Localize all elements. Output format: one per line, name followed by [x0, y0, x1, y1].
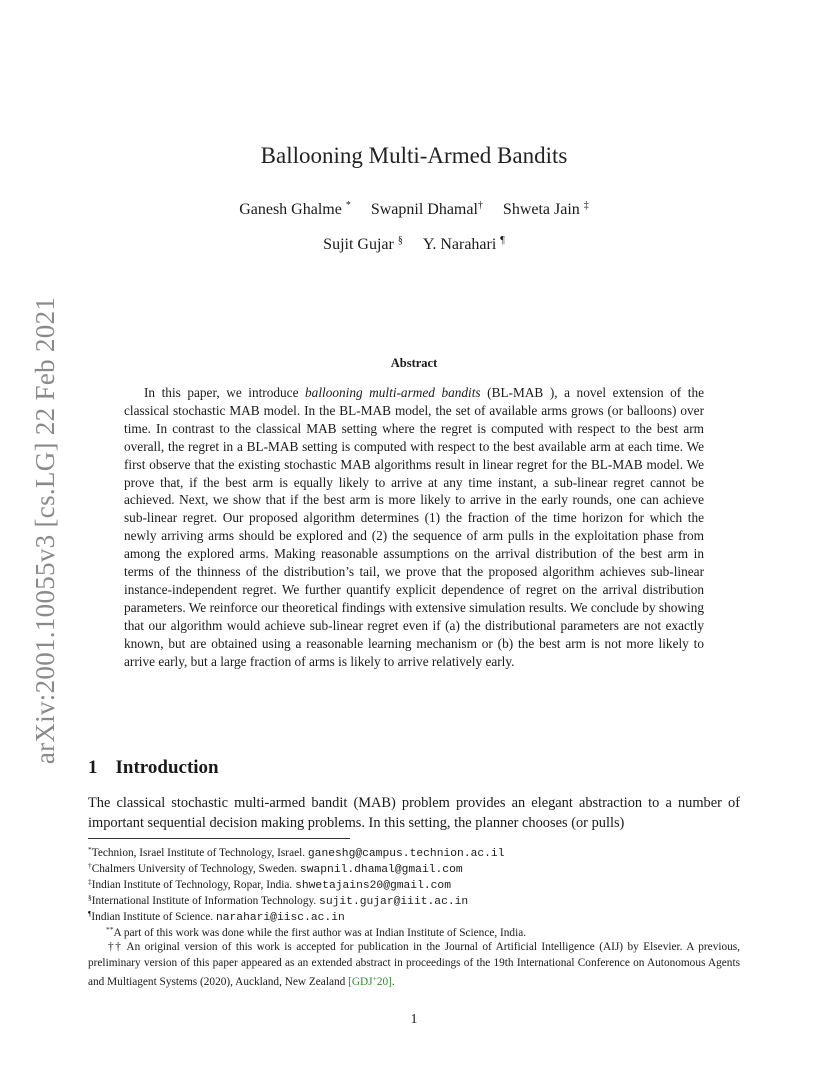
citation-link[interactable]: [GDJ+20] [348, 974, 392, 988]
author: Ganesh Ghalme * [239, 200, 351, 218]
abstract-heading: Abstract [390, 356, 438, 370]
email-link[interactable]: narahari@iisc.ac.in [215, 912, 345, 924]
email-link[interactable]: sujit.gujar@iiit.ac.in [319, 896, 469, 908]
page-number: 1 [410, 1012, 418, 1027]
email-link[interactable]: swapnil.dhamal@gmail.com [299, 864, 463, 876]
arxiv-stamp-text: arXiv:2001.10055v3 [cs.LG] 22 Feb 2021 [30, 296, 61, 764]
author: Y. Narahari ¶ [422, 235, 505, 253]
abstract-body: In this paper, we introduce ballooning multi-armed bandits (BL-MAB ), a novel extension of the classical stochastic MAB model. In the BL-MAB model, the set of available arms grows (or balloons) over time. In contrast to the classical MAB setting where the regret is computed with respect to the best arm overall, the regret in a BL-MAB setting is computed with respect to the best available arm at each time. We first observe that the existing stochastic MAB algorithms result in linear regret for the BL-MAB model. We prove that, if the best arm is equally likely to arrive at any time instant, a sub-linear regret cannot be achieved. Next, we show that if the best arm is more likely to arrive in the early rounds, one can achieve sub-linear regret. Our proposed algorithm determines (1) the fraction of the time horizon for which the newly arriving arms should be explored and (2) the sequence of arm pulls in the exploitation phase from among the explored arms. Making reasonable assumptions on the arrival distribution of the best arm in terms of the thinness of the distribution’s tail, we prove that the proposed algorithm achieves sub-linear instance-independent regret. We further quantify explicit dependence of regret on the arrival distribution parameters. We reinforce our theoretical findings with extensive simulation results. We conclude by showing that our algorithm would achieve sub-linear regret even if (a) the distributional parameters are not exactly known, but are obtained using a reasonable learning mechanism or (b) the best arm is not more likely to arrive early, but a large fraction of arms is likely to arrive relatively early. [124, 385, 704, 669]
footnote: ¶Indian Institute of Science. narahari@iisc.ac.in [88, 909, 345, 924]
email-link[interactable]: ganeshg@campus.technion.ac.il [307, 848, 505, 860]
footnote: *Technion, Israel Institute of Technology, Israel. ganeshg@campus.technion.ac.il [88, 845, 505, 860]
section-title: Introduction [115, 757, 219, 778]
author-line-2 [0, 235, 828, 254]
footnote: **A part of this work was done while the first author was at Indian Institute of Science, India. [106, 925, 527, 939]
footnote: †Chalmers University of Technology, Sweden. swapnil.dhamal@gmail.com [88, 861, 463, 876]
footnote: ‡Indian Institute of Technology, Ropar, India. shwetajains20@gmail.com [88, 877, 451, 892]
author: Sujit Gujar § [323, 235, 403, 253]
footnote: §International Institute of Information Technology. sujit.gujar@iiit.ac.in [88, 893, 469, 908]
author: Shweta Jain ‡ [502, 200, 589, 218]
intro-paragraph: The classical stochastic multi-armed bandit (MAB) problem provides an elegant abstraction to a number of important sequential decision making problems. In this setting, the planner chooses (or pulls) [88, 795, 740, 831]
author: Swapnil Dhamal† [370, 200, 483, 218]
footnote-publication: †† An original version of this work is accepted for publication in the Journal of Artificial Intelligence (AIJ) by Elsevier. A previous, preliminary version of this paper appeared as an extended abstract in proceedings of the 19th International Conference on Autonomous Agents and Multiagent Systems (2020), Auckland, New Zealand [GDJ+20]. [88, 941, 741, 988]
email-link[interactable]: shwetajains20@gmail.com [295, 880, 451, 892]
footnote-rule [88, 838, 350, 839]
section-heading [88, 757, 219, 779]
section-number: 1 [88, 757, 98, 778]
author-line-1 [0, 200, 828, 219]
paper-title: Ballooning Multi-Armed Bandits [260, 143, 568, 168]
